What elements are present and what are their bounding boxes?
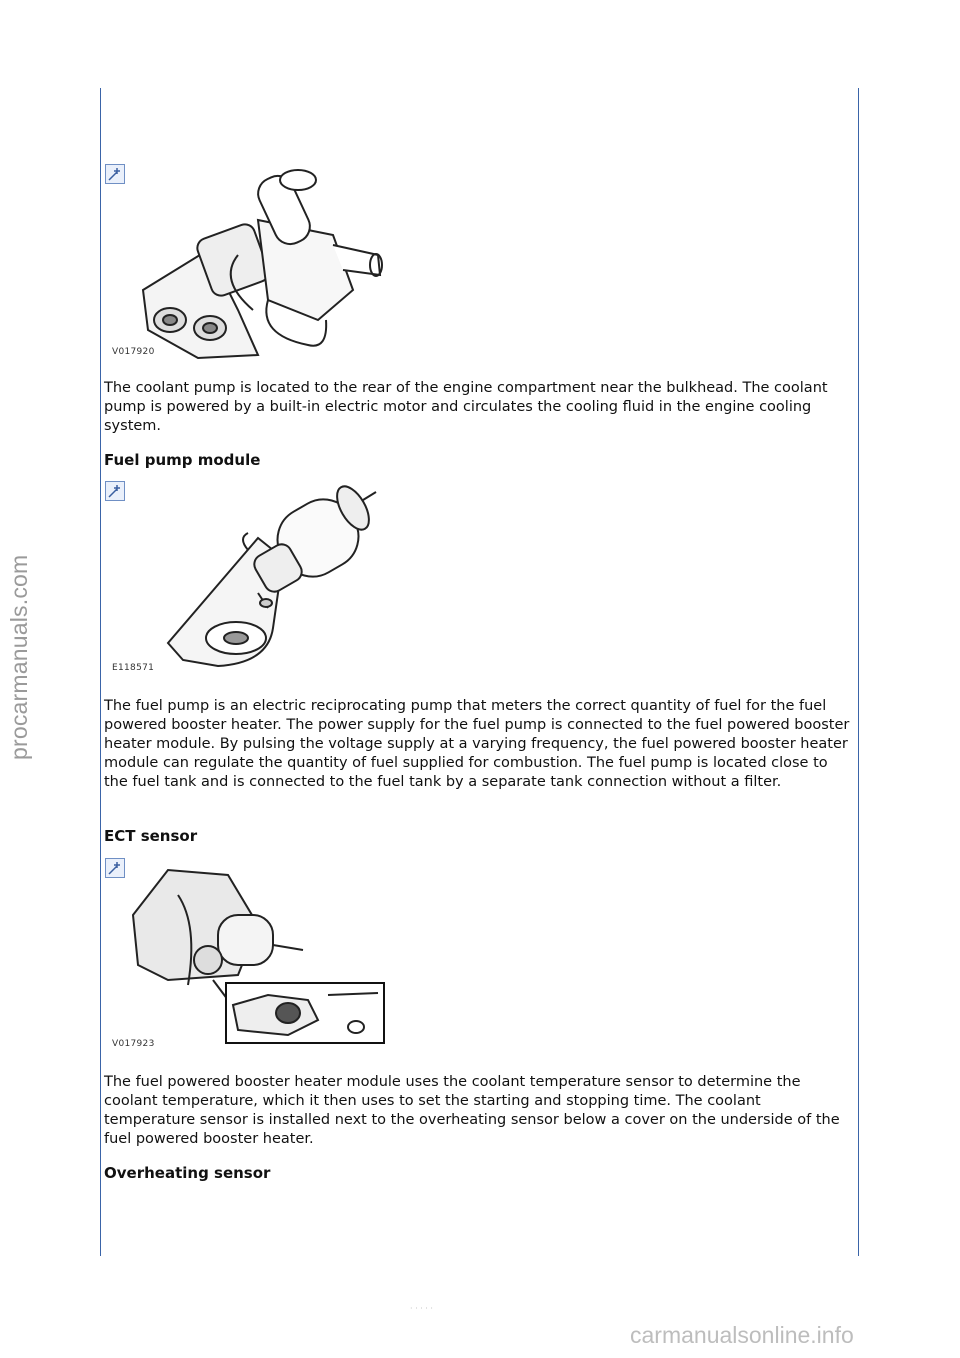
page-footer-mark: · · · · · bbox=[410, 1304, 433, 1313]
figure-label: V017923 bbox=[112, 1039, 155, 1049]
side-watermark: procarmanuals.com bbox=[6, 554, 32, 760]
fuel-pump-illustration bbox=[108, 478, 398, 673]
ect-sensor-paragraph: The fuel powered booster heater module uses the coolant temperature sensor to determine the coolant temperature, which it then uses to set the starting and stopping time. The coolant temperature sensor is installed next to the overheating sensor below a cover on the underside of the fuel powered booster heater. bbox=[104, 1074, 840, 1147]
fuel-pump-heading: Fuel pump module bbox=[104, 451, 261, 469]
figure-label: V017920 bbox=[112, 347, 155, 357]
coolant-pump-illustration bbox=[108, 160, 398, 360]
ect-sensor-heading: ECT sensor bbox=[104, 827, 198, 845]
fuel-pump-paragraph: The fuel pump is an electric reciprocating pump that meters the correct quantity of fuel for the fuel powered booster heater. The power supply for the fuel pump is connected to the fuel powered booster heater module. By pulsing the voltage supply at a varying frequency, the fuel powered booster heater module can regulate the quantity of fuel supplied for combustion. The fuel pump is located close to the fuel tank and is connected to the fuel tank by a separate tank connection without a filter. bbox=[104, 698, 850, 790]
figure-label: E118571 bbox=[112, 663, 155, 673]
ect-sensor-illustration bbox=[108, 855, 393, 1050]
right-page-rule bbox=[858, 88, 859, 1256]
overheating-sensor-heading: Overheating sensor bbox=[104, 1164, 271, 1182]
left-page-rule bbox=[100, 88, 101, 1256]
coolant-pump-paragraph: The coolant pump is located to the rear of the engine compartment near the bulkhead. The coolant pump is powered by a built-in electric motor and circulates the cooling fluid in the engine cooling system. bbox=[104, 380, 828, 434]
bottom-watermark: carmanualsonline.info bbox=[630, 1322, 854, 1348]
